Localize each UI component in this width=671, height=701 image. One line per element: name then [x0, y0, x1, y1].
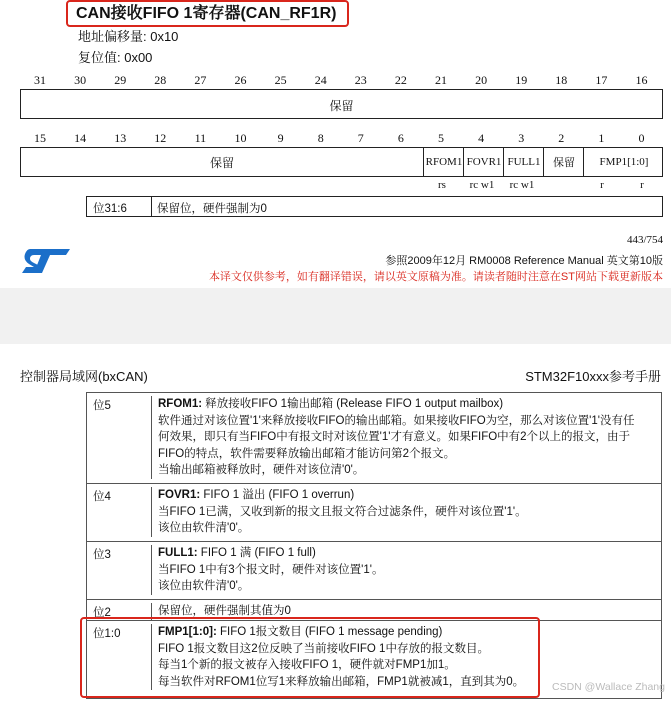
- bit-label: 位5: [93, 400, 111, 412]
- field-reserved-bit2: 保留: [543, 148, 584, 176]
- bit-number: 10: [234, 131, 247, 145]
- bit-number: 29: [114, 73, 127, 87]
- bit-number: 18: [555, 73, 568, 87]
- bit-number: 30: [74, 73, 87, 87]
- reference-note: 参照2009年12月 RM0008 Reference Manual 英文第10版: [385, 255, 663, 267]
- reset-value: 复位值: 0x00: [78, 50, 153, 65]
- bit-number: 27: [194, 73, 207, 87]
- bit-number: 17: [595, 73, 608, 87]
- chapter-header: 控制器局域网(bxCAN): [20, 369, 148, 384]
- bit-label: 位4: [93, 491, 111, 503]
- bit-number: 7: [357, 131, 364, 145]
- bit-number: 13: [114, 131, 127, 145]
- watermark: CSDN @Wallace Zhang: [552, 681, 665, 693]
- bit-label: 位2: [93, 607, 111, 619]
- bit-number: 26: [234, 73, 247, 87]
- reserved-high-row: [20, 89, 663, 119]
- field-full1: FULL1: [503, 148, 544, 176]
- bit-number: 28: [154, 73, 167, 87]
- manual-header: STM32F10xxx参考手册: [525, 369, 661, 384]
- bit-description: RFOM1: 释放接收FIFO 1输出邮箱 (Release FIFO 1 output mailbox) 软件通过对该位置'1'来释放接收FIFO的输出邮箱。如果接收FIFO为空，那么对该位置'1'没有任 何效果，即只有当FIFO中有报文时对该位置'1'才有意义。如果FIFO中有2个以上的报文，由于 FIFO的特点，软件需要释放输出邮箱才能访问第2个报文。 当输出邮箱被释放时，硬件对该位清'0'。: [151, 396, 657, 479]
- register-title: CAN接收FIFO 1寄存器(CAN_RF1R): [66, 0, 349, 27]
- bit-description: FULL1: FIFO 1 满 (FIFO 1 full) 当FIFO 1中有3个报文时，硬件对该位置'1'。 该位由软件清'0'。: [151, 545, 657, 595]
- bit-row: [86, 541, 662, 599]
- reserved-high-label: 保留: [329, 99, 354, 113]
- bit-number: 6: [397, 131, 404, 145]
- bit-number: 5: [438, 131, 444, 145]
- bit-description: 保留位，硬件强制其值为0: [151, 603, 657, 620]
- bit-number: 21: [435, 73, 447, 87]
- bit-number: 23: [354, 73, 367, 87]
- bit-number: 12: [154, 131, 167, 145]
- bits-31-6-desc: 保留位，硬件强制为0: [157, 203, 267, 215]
- bit-number: 11: [194, 131, 207, 145]
- access-rfom1: rs: [438, 179, 446, 191]
- bit-number: 14: [74, 131, 87, 145]
- st-logo: [20, 245, 72, 277]
- bit-number: 3: [518, 131, 525, 145]
- bit-number: 15: [34, 131, 46, 145]
- bit-number: 20: [475, 73, 488, 87]
- bit-number: 24: [314, 73, 327, 87]
- highlight-box-fmp1: [80, 617, 540, 698]
- access-fmp1-bit0: r: [640, 179, 644, 191]
- access-fmp1-bit1: r: [600, 179, 604, 191]
- page-number: 443/754: [626, 234, 663, 246]
- bit-number: 25: [274, 73, 287, 87]
- bit-number: 22: [394, 73, 407, 87]
- bit-number: 1: [598, 131, 605, 145]
- bit-number: 2: [558, 131, 565, 145]
- bits-31-6-row: [86, 196, 663, 217]
- bit-row: [86, 392, 662, 483]
- bit-description: FOVR1: FIFO 1 溢出 (FIFO 1 overrun) 当FIFO 1已满，又收到新的报文且报文符合过滤条件，硬件对该位置'1'。 该位由软件清'0'。: [151, 487, 657, 537]
- bit-row: [86, 483, 662, 541]
- low-field-row: [20, 147, 663, 177]
- bit-number: 31: [34, 73, 46, 87]
- field-fmp1: FMP1[1:0]: [583, 148, 664, 176]
- access-full1: rc w1: [509, 179, 535, 191]
- bit-number: 0: [638, 131, 645, 145]
- field-rfom1: RFOM1: [423, 148, 464, 176]
- bit-description: FMP1[1:0]: FIFO 1报文数目 (FIFO 1 message pending) FIFO 1报文数目这2位反映了当前接收FIFO 1中存放的报文数目。 每当1个新的报文被存入接收FIFO 1，硬件就对FMP1加1。 每当软件对RFOM1位写1来释放输出邮箱，FMP1就被减1，直到其为0。: [151, 624, 657, 690]
- bit-number: 9: [277, 131, 284, 145]
- bit-number: 19: [515, 73, 528, 87]
- bit-label: 位3: [93, 549, 111, 561]
- translation-notice: 本译文仅供参考，如有翻译错误，请以英文原稿为准。请读者随时注意在ST网站下载更新版本: [208, 271, 663, 283]
- page-gap: [0, 288, 671, 344]
- bit-number: 16: [635, 73, 648, 87]
- address-offset: 地址偏移量: 0x10: [78, 29, 179, 44]
- field-fovr1: FOVR1: [463, 148, 504, 176]
- bit-label: 位1:0: [93, 628, 121, 640]
- bit-number: 4: [478, 131, 485, 145]
- bits-31-6-label: 位31:6: [93, 203, 127, 215]
- reserved-low-label: 保留: [209, 155, 234, 170]
- access-fovr1: rc w1: [469, 179, 495, 191]
- bit-number: 8: [317, 131, 324, 145]
